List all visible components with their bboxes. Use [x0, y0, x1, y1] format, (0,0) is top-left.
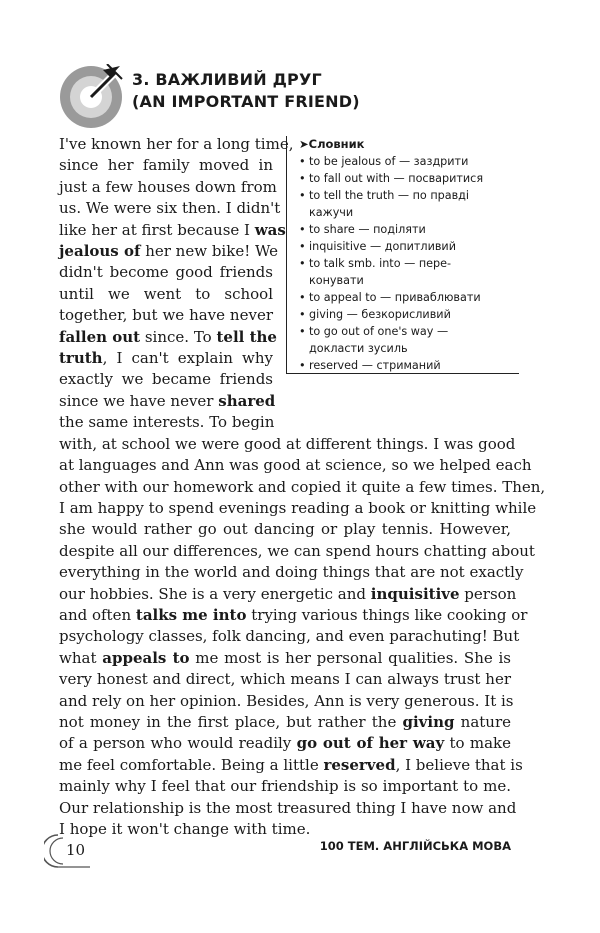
text-line: what appeals to me most is her personal qualities. She is	[59, 648, 511, 667]
section-title-line1: 3. ВАЖЛИВИЙ ДРУГ	[132, 70, 322, 89]
vocab-item-text: to talk smb. into — пере-	[309, 257, 452, 270]
vocab-term: truth	[59, 349, 103, 368]
text-line: and rely on her opinion. Besides, Ann is very generous. It is	[59, 691, 514, 710]
text-line: with, at school we were good at different things. I was good	[59, 434, 516, 453]
text-line: since her family moved in	[59, 156, 273, 175]
text-line: mainly why I feel that our friendship is so important to me.	[59, 777, 511, 796]
bullet-icon: •	[299, 257, 306, 270]
text-line: I've known her for a long time,	[59, 135, 294, 153]
vocab-item-text: giving — безкорисливий	[309, 308, 451, 321]
text-line: our hobbies. She is a very energetic and inquisitive person	[59, 584, 517, 603]
text-line: didn't become good friends	[59, 263, 273, 282]
text-line: just a few houses down from	[59, 177, 277, 196]
text-line: she would rather go out dancing or play tennis. However,	[59, 520, 511, 539]
bullet-icon: •	[299, 172, 306, 185]
vocab-term: was	[254, 220, 286, 239]
text-line: psychology classes, folk dancing, and even parachuting! But	[59, 627, 520, 646]
text-line: not money in the first place, but rather the giving nature	[59, 712, 512, 731]
text-line: everything in the world and doing things that are not exactly	[59, 563, 524, 582]
vocab-item-text: reserved — стриманий	[309, 359, 441, 372]
text-line: the same interests. To begin	[59, 413, 275, 432]
vocab-term: go out of her way	[296, 734, 445, 753]
bullet-icon: •	[299, 189, 306, 202]
bullet-icon: •	[299, 359, 306, 372]
text-line: truth, I can't explain why	[59, 349, 273, 368]
text-line: like her at first because I was	[59, 220, 286, 239]
text-line: of a person who would readily go out of her way to make	[59, 734, 511, 753]
text-line: since we have never shared	[59, 391, 276, 410]
text-line: exactly we became friends	[59, 370, 273, 389]
text-line: fallen out since. To tell the	[59, 327, 277, 346]
text-line: and often talks me into trying various things like cooking or	[59, 605, 528, 624]
vocab-term: shared	[218, 391, 276, 410]
book-title: 100 ТЕМ. АНГЛІЙСЬКА МОВА	[319, 839, 511, 853]
vocab-term: jealous of	[59, 242, 141, 261]
vocab-item-text: to share — поділяти	[309, 223, 426, 236]
vocab-item-text: inquisitive — допитливий	[309, 240, 456, 253]
vocab-item-text: конувати	[309, 274, 364, 287]
vocab-term: giving	[402, 712, 455, 731]
text-line: together, but we have never	[59, 306, 273, 325]
vocab-term: appeals to	[102, 648, 190, 667]
text-line: I hope it won't change with time.	[59, 820, 311, 838]
vocab-term: reserved	[323, 755, 396, 774]
text-line: until we went to school	[59, 284, 273, 303]
text-line: Our relationship is the most treasured thing I have now and	[59, 798, 517, 817]
vocabulary-heading: ➤Словник	[299, 137, 365, 151]
vocab-item-text: to appeal to — приваблювати	[309, 291, 481, 304]
vocab-item-text: кажучи	[309, 206, 354, 219]
vocab-term: talks me into	[135, 605, 247, 624]
topic-target-icon	[58, 64, 124, 130]
page-number: 10	[66, 841, 86, 859]
bullet-icon: •	[299, 223, 306, 236]
text-line: me feel comfortable. Being a little reserved, I believe that is	[59, 755, 523, 774]
page-number-badge	[44, 831, 94, 871]
vocab-item-text: to go out of one's way —	[309, 325, 449, 338]
vocab-item-text: докласти зусиль	[309, 342, 408, 355]
bullet-icon: •	[299, 155, 306, 168]
text-line: I am happy to spend evenings reading a book or knitting while	[59, 498, 537, 517]
bullet-icon: •	[299, 325, 306, 338]
text-line: jealous of her new bike! We	[59, 242, 279, 261]
vocab-item-text: to fall out with — посваритися	[309, 172, 484, 185]
section-title-line2: (AN IMPORTANT FRIEND)	[132, 92, 360, 111]
vocab-item-text: to be jealous of — заздрити	[309, 155, 469, 168]
article-text	[59, 134, 546, 840]
section-title	[132, 69, 360, 113]
text-line: at languages and Ann was good at science, so we helped each	[59, 456, 532, 475]
text-line: other with our homework and copied it quite a few times. Then,	[59, 477, 546, 496]
text-line: us. We were six then. I didn't	[59, 199, 281, 218]
vocab-term: tell the	[216, 327, 277, 346]
text-line: very honest and direct, which means I can always trust her	[59, 670, 511, 689]
vocab-term: fallen out	[59, 327, 141, 346]
vocab-item-text: to tell the truth — по правді	[309, 189, 470, 202]
bullet-icon: •	[299, 291, 306, 304]
vocab-term: inquisitive	[370, 584, 460, 603]
bullet-icon: •	[299, 308, 306, 321]
text-line: despite all our differences, we can spend hours chatting about	[59, 541, 535, 560]
bullet-icon: •	[299, 240, 306, 253]
